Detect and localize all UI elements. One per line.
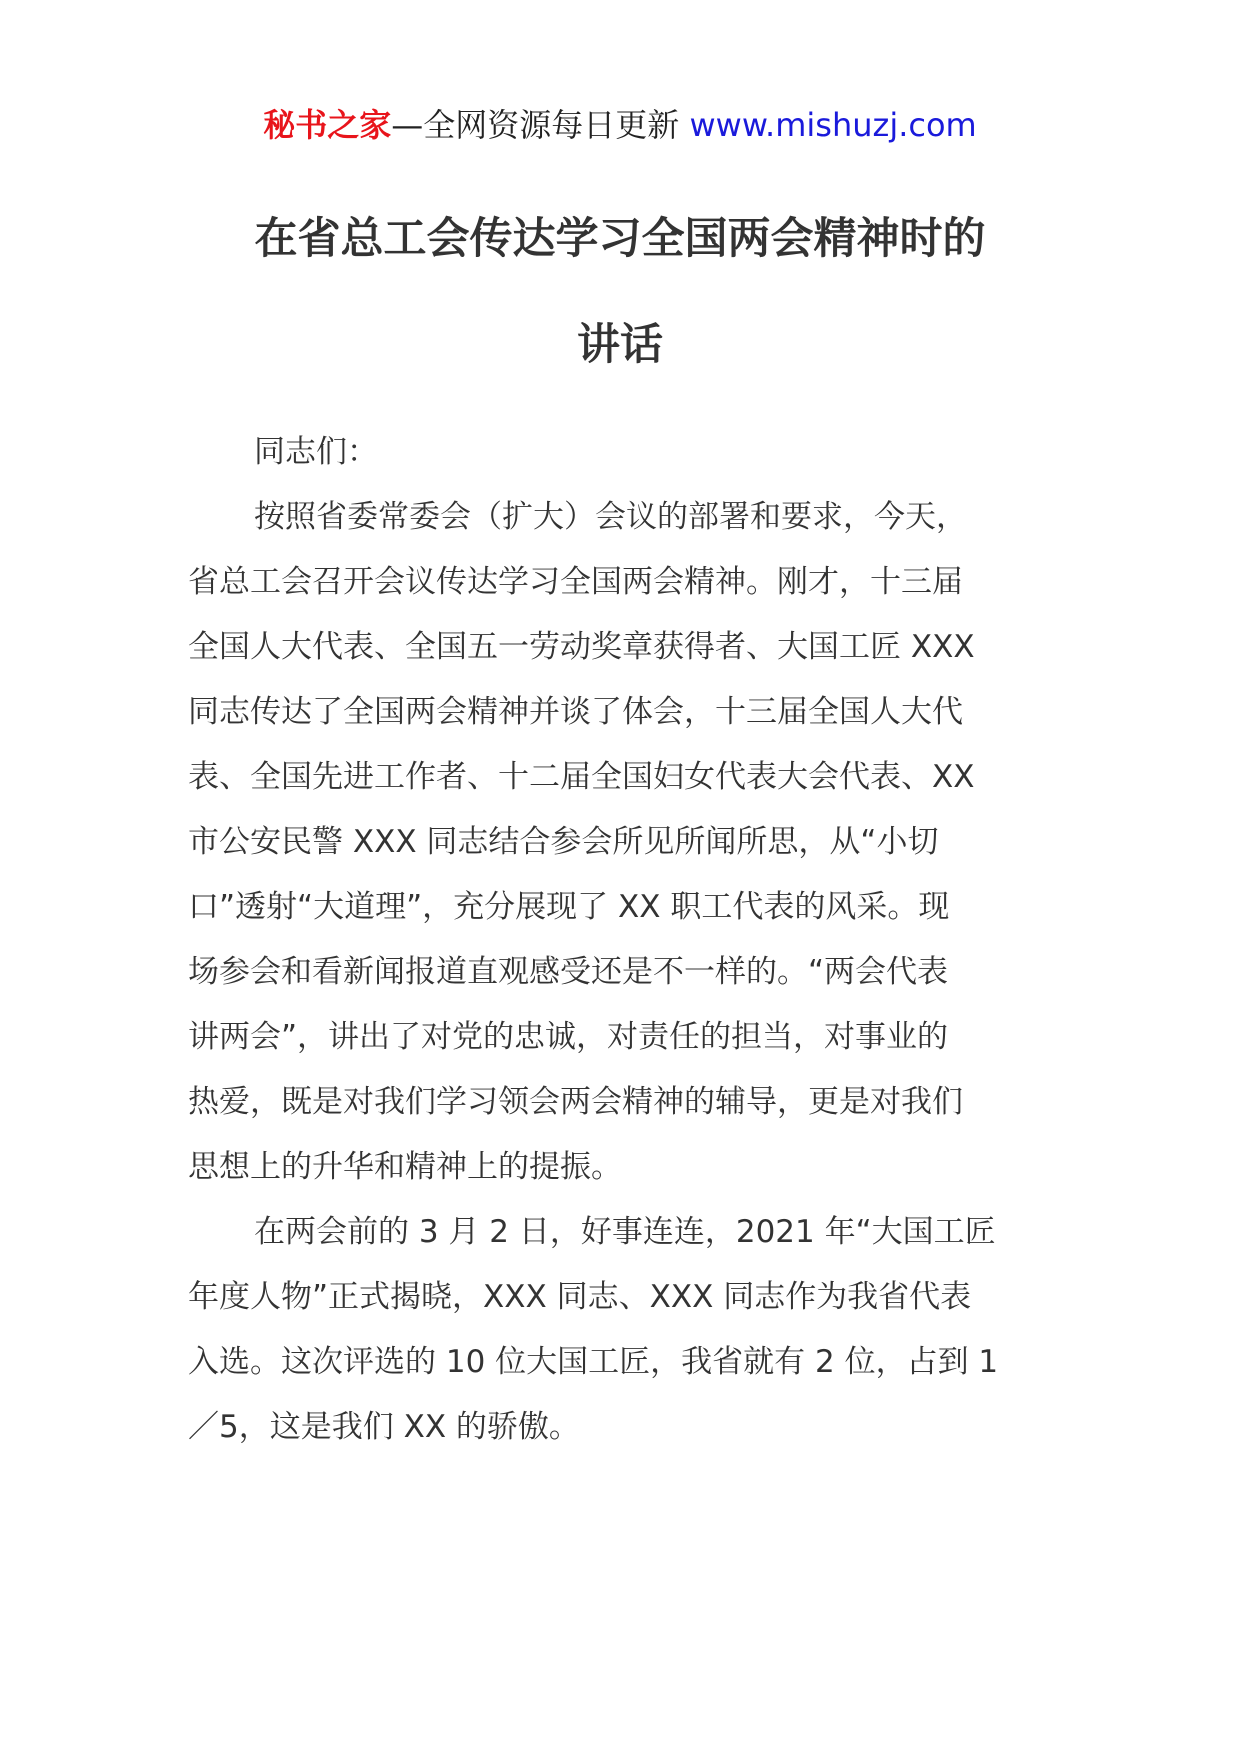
body-line: 在两会前的 3 月 2 日，好事连连，2021 年“大国工匠 [254, 1214, 996, 1250]
body-line: 热爱，既是对我们学习领会两会精神的辅导，更是对我们 [188, 1084, 963, 1120]
body-line: 年度人物”正式揭晓，XXX 同志、XXX 同志作为我省代表 [188, 1279, 972, 1315]
body-line: 思想上的升华和精神上的提振。 [188, 1149, 622, 1185]
body-line: 讲两会”，讲出了对党的忠诚，对责任的担当，对事业的 [188, 1019, 949, 1055]
body-line: 按照省委常委会（扩大）会议的部署和要求，今天， [254, 499, 967, 535]
body-line: 表、全国先进工作者、十二届全国妇女代表大会代表、XX [188, 759, 975, 795]
body-line: 全国人大代表、全国五一劳动奖章获得者、大国工匠 XXX [188, 629, 975, 665]
site-tagline: —全网资源每日更新 [391, 106, 680, 144]
site-header [0, 100, 1240, 150]
body-line: ／5，这是我们 XX 的骄傲。 [188, 1409, 580, 1445]
site-brand: 秘书之家 [263, 106, 392, 144]
body-line: 市公安民警 XXX 同志结合参会所见所闻所思，从“小切 [188, 824, 939, 860]
body-line: 入选。这次评选的 10 位大国工匠，我省就有 2 位，占到 1 [188, 1344, 999, 1380]
body-line: 同志传达了全国两会精神并谈了体会，十三届全国人大代 [188, 694, 963, 730]
body-line: 口”透射“大道理”，充分展现了 XX 职工代表的风采。现 [188, 889, 950, 925]
document-title [0, 196, 1240, 408]
title-line-1: 在省总工会传达学习全国两会精神时的 [254, 214, 986, 264]
salutation: 同志们： [254, 434, 378, 470]
site-url-link[interactable]: www.mishuzj.com [689, 106, 977, 144]
document-body [188, 424, 1058, 1464]
body-line: 场参会和看新闻报道直观感受还是不一样的。“两会代表 [188, 954, 949, 990]
body-line: 省总工会召开会议传达学习全国两会精神。刚才，十三届 [188, 564, 963, 600]
title-line-2: 讲话 [577, 320, 663, 370]
